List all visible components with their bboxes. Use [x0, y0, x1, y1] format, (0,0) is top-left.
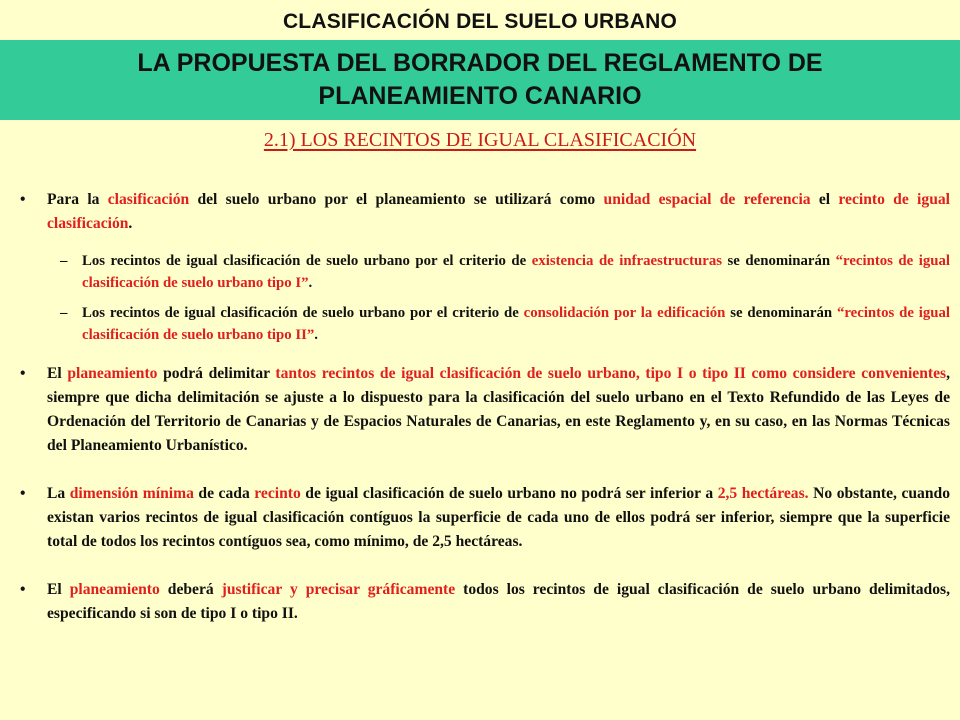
- bullet-justificar: [20, 578, 950, 626]
- bullet-dimension-minima: [20, 482, 950, 554]
- highlight-run: planeamiento: [69, 581, 160, 598]
- highlight-run: consolidación por la edificación: [523, 305, 726, 321]
- dash-mark: –: [60, 305, 68, 321]
- bullet-text: [47, 578, 950, 626]
- text-run: Los recintos de igual clasificación de suelo urbano por el criterio de: [82, 305, 524, 321]
- banner-line-1: LA PROPUESTA DEL BORRADOR DEL REGLAMENTO DE: [137, 49, 823, 77]
- text-run: Los recintos de igual clasificación de suelo urbano por el criterio de: [82, 253, 532, 269]
- text-run: se denominarán: [722, 253, 836, 269]
- text-run: , siempre que dicha delimitación se ajuste a lo dispuesto para la clasificación del suelo urbano en el Texto Refundido de las Leyes de Ordenación del Territorio de Canarias y de Espacios Naturales de Canarias, en este Reglamento y, en su caso, en las Normas Técnicas del Planeamiento Urbanístico.: [47, 365, 950, 454]
- bullet-mark: •: [20, 365, 26, 382]
- text-run: La: [47, 485, 70, 502]
- bullet-clasificacion: [20, 188, 950, 236]
- highlight-run: planeamiento: [67, 365, 158, 382]
- text-run: Para la: [47, 191, 108, 208]
- text-run: todos los recintos de igual clasificación de suelo urbano delimitados, especificando si son de tipo I o tipo II.: [47, 581, 950, 622]
- dash-mark: –: [60, 253, 68, 269]
- highlight-run: 2,5 hectáreas.: [717, 485, 809, 502]
- banner-line-2: PLANEAMIENTO CANARIO: [318, 82, 642, 110]
- subtitle: [0, 126, 960, 154]
- title-banner: [0, 40, 960, 120]
- text-run: de cada: [193, 485, 255, 502]
- text-run: .: [128, 215, 133, 232]
- text-run: El: [47, 581, 70, 598]
- section-title: CLASIFICACIÓN DEL SUELO URBANO: [282, 10, 678, 33]
- highlight-run: justificar y precisar gráficamente: [221, 581, 456, 598]
- sub-item-text: [82, 302, 950, 346]
- highlight-run: existencia de infraestructuras: [531, 253, 723, 269]
- highlight-run: recinto: [254, 485, 301, 502]
- bullet-mark: •: [20, 581, 26, 598]
- bullet-delimitacion: [20, 362, 950, 458]
- text-run: .: [308, 275, 313, 291]
- highlight-run: recinto de igual clasificación: [47, 191, 950, 232]
- text-run: .: [314, 327, 318, 343]
- text-run: No obstante, cuando existan varios recintos de igual clasificación contíguos la superficie de cada uno de ellos podrá ser inferior, siempre que la superficie total de todos los recintos contíguos sea, como mínimo, de 2,5 hectáreas.: [47, 485, 950, 550]
- highlight-run: “recintos de igual clasificación de suelo urbano tipo II”: [82, 305, 951, 343]
- text-run: deberá: [159, 581, 222, 598]
- highlight-run: unidad espacial de referencia: [603, 191, 811, 208]
- subtitle-text: 2.1) LOS RECINTOS DE IGUAL CLASIFICACIÓN: [263, 129, 697, 151]
- sub-item-tipo-2: [60, 302, 950, 346]
- sub-item-tipo-1: [60, 250, 950, 294]
- slide-content: [20, 188, 950, 626]
- bullet-mark: •: [20, 485, 26, 502]
- bullet-text: [47, 362, 950, 458]
- bullet-text: [47, 482, 950, 554]
- text-run: del suelo urbano por el planeamiento se utilizará como: [189, 191, 604, 208]
- text-run: de igual clasificación de suelo urbano no podrá ser inferior a: [300, 485, 718, 502]
- text-run: El: [47, 365, 68, 382]
- text-run: se denominarán: [725, 305, 837, 321]
- bullet-text: [47, 188, 950, 236]
- highlight-run: “recintos de igual clasificación de suelo urbano tipo I”: [82, 253, 951, 291]
- text-run: el: [810, 191, 839, 208]
- highlight-run: dimensión mínima: [69, 485, 194, 502]
- bullet-mark: •: [20, 191, 26, 208]
- sub-item-text: [82, 250, 950, 294]
- text-run: podrá delimitar: [157, 365, 276, 382]
- highlight-run: tantos recintos de igual clasificación de suelo urbano, tipo I o tipo II como considere convenientes: [275, 365, 947, 382]
- highlight-run: clasificación: [107, 191, 190, 208]
